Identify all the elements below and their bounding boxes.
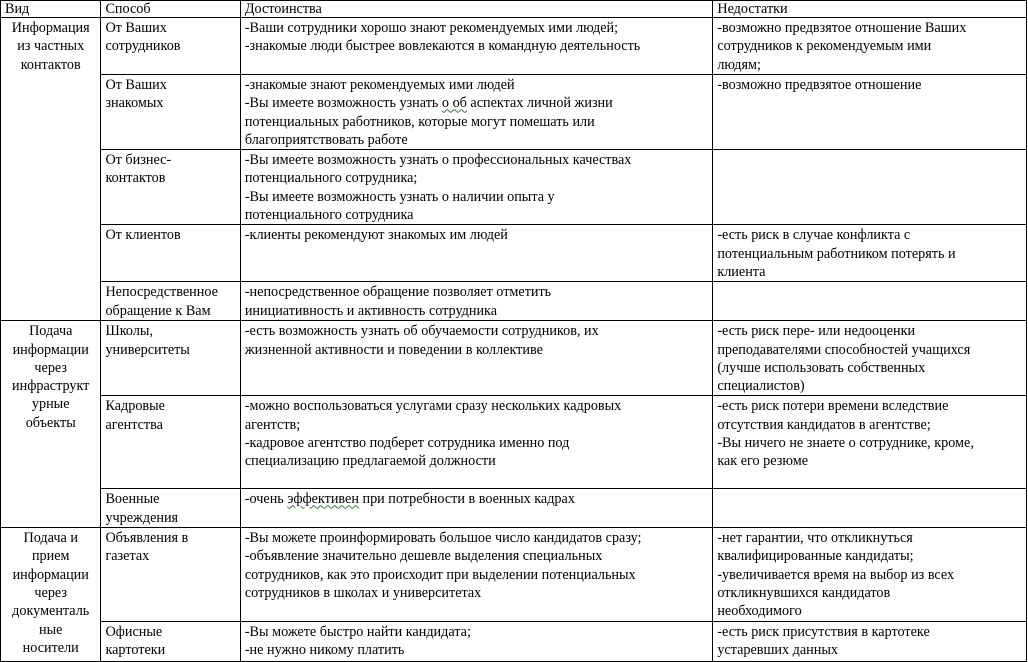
sposob-cell [101,18,240,75]
table-row [1,396,1027,489]
vid-line: через [34,584,68,601]
text-line: -есть риск присутствия в картотеке [717,623,930,640]
dostoinstva-cell [240,528,713,621]
header-sposob: Способ [101,1,240,18]
nedostatki-cell [713,621,1027,661]
nedostatki-cell [713,225,1027,282]
text-line: -Вы имеете возможность узнать о об аспектах личной жизни [244,95,613,112]
sposob-cell [101,396,240,489]
vid-line: Подача [29,323,73,340]
text-line: -увеличивается время на выбор из всех [717,566,955,583]
dostoinstva-cell [240,75,713,150]
nedostatki-cell [713,150,1027,225]
text-line: газетах [105,548,150,565]
text-line: От клиентов [105,227,181,244]
text-line: потенциального сотрудника; [244,170,418,187]
nedostatki-cell [713,489,1027,528]
header-vid: Вид [1,1,101,18]
text-line: -Ваши сотрудники хорошо знают рекомендуемых ими людей; [244,20,619,36]
text-line: специализацию предлагаемой должности [244,453,496,470]
vid-line: Информация [11,20,90,36]
text-line: контактов [105,170,166,187]
text-line: -есть риск пере- или недооценки [717,323,916,340]
text-line: -не нужно никому платить [244,641,405,658]
text-line: -есть возможность узнать об обучаемости сотрудников, их [244,323,599,340]
text-line: -возможно предвзятое отношение [717,77,922,93]
text-line: учреждения [105,509,179,526]
text-line: университеты [105,341,190,358]
vid-line: документаль [12,603,90,620]
text-line: потенциального сотрудника [244,207,414,224]
text-line: -знакомые знают рекомендуемых ими людей [244,77,515,93]
text-line: обращение к Вам [105,302,211,319]
nedostatki-cell [713,75,1027,150]
sposob-cell [101,528,240,621]
text-line: знакомых [105,95,164,112]
text-line: жизненной активности и поведении в коллективе [244,341,543,358]
text-line: агентств; [244,416,301,433]
table-row [1,150,1027,225]
dostoinstva-cell [240,321,713,396]
sposob-cell [101,282,240,321]
text-line: сотрудников [105,38,181,55]
text-line: как его резюме [717,453,809,470]
text-line: От Ваших [105,20,167,36]
text-line: откликнувшихся кандидатов [717,584,891,601]
text-line: сотрудников, как это происходит при выделении потенциальных [244,566,636,583]
text-line: -есть риск потери времени вследствие [717,398,949,415]
table-row [1,225,1027,282]
text-line: устаревших данных [717,641,838,658]
text-line: Кадровые [105,398,165,415]
text-line: сотрудников к рекомендуемым ими [717,38,932,55]
table-row [1,528,1027,621]
vid-line: Подача и [23,530,78,547]
dostoinstva-cell [240,150,713,225]
dostoinstva-cell [240,621,713,661]
table-row [1,621,1027,661]
sposob-cell [101,225,240,282]
text-line: отсутствия кандидатов в агентстве; [717,416,931,433]
sposob-cell [101,150,240,225]
text-line: -очень эффективен при потребности в военных кадрах [244,491,575,508]
spelling-mark: о об [441,95,467,112]
text-line: специалистов) [717,378,805,395]
text-line: сотрудников в школах и университетах [244,584,482,601]
nedostatki-cell [713,282,1027,321]
text-line: -нет гарантии, что откликнуться [717,530,913,547]
sposob-cell [101,75,240,150]
text-line: От Ваших [105,77,167,93]
text-line: Непосредственное [105,284,218,301]
text-line: клиента [717,263,766,280]
text-line: квалифицированные кандидаты; [717,548,914,565]
header-row [1,1,1027,18]
vid-line: объекты [25,414,76,431]
text-line: Военные [105,491,160,508]
text-line: -непосредственное обращение позволяет отметить [244,284,552,301]
text-line: -можно воспользоваться услугами сразу нескольких кадровых [244,398,622,415]
sposob-cell [101,321,240,396]
vid-line: через [34,359,68,376]
vid-line: из частных [17,38,85,55]
text-line: От бизнес- [105,152,172,169]
table-row [1,321,1027,396]
text-line: (лучше использовать собственных [717,359,926,376]
vid-cell-document-media [1,528,101,661]
text-line: благоприятствовать работе [244,131,408,148]
vid-line: информации [12,566,89,583]
text-line: необходимого [717,603,802,620]
text-line: Офисные [105,623,163,640]
nedostatki-cell [713,18,1027,75]
vid-line: инфраструкт [12,378,90,395]
vid-line: прием [31,548,70,565]
vid-line: урные [31,396,70,413]
sposob-cell [101,621,240,661]
dostoinstva-cell [240,225,713,282]
text-line: Школы, [105,323,153,340]
text-line: потенциальных работников, которые могут помешать или [244,113,595,130]
text-line: -кадровое агентство подберет сотрудника именно под [244,435,570,452]
dostoinstva-cell [240,282,713,321]
nedostatki-cell [713,528,1027,621]
text-line: -Вы можете проинформировать большое число кандидатов сразу; [244,530,642,547]
text-line: -клиенты рекомендуют знакомых им людей [244,227,508,244]
text-line: людям; [717,56,761,73]
vid-line: ные [39,621,63,638]
table-row [1,282,1027,321]
vid-cell-private-contacts [1,18,101,321]
dostoinstva-cell [240,489,713,528]
text-line: -Вы можете быстро найти кандидата; [244,623,471,640]
text-line: -Вы имеете возможность узнать о наличии опыта у [244,188,555,205]
dostoinstva-cell [240,396,713,489]
dostoinstva-cell [240,18,713,75]
vid-line: контактов [20,56,81,73]
text-line: агентства [105,416,163,433]
text-line: -есть риск в случае конфликта с [717,227,911,244]
text-line: -объявление значительно дешевле выделения специальных [244,548,603,565]
sposob-cell [101,489,240,528]
nedostatki-cell [713,396,1027,489]
table-row [1,18,1027,75]
vid-cell-infrastructure [1,321,101,528]
text-line: инициативность и активность сотрудника [244,302,498,319]
text-line: -Вы имеете возможность узнать о профессиональных качествах [244,152,632,169]
text-line: -возможно предвзятое отношение Ваших [717,20,967,36]
text-line: преподавателями способностей учащихся [717,341,971,358]
header-nedostatki: Недостатки [713,1,1027,18]
table-row [1,75,1027,150]
table-row [1,489,1027,528]
header-dostoinstva: Достоинства [240,1,713,18]
text-line: картотеки [105,641,166,658]
vid-line: информации [12,341,89,358]
text-line: Объявления в [105,530,189,547]
text-line: -знакомые люди быстрее вовлекаются в командную деятельность [244,38,641,55]
text-line: -Вы ничего не знаете о сотруднике, кроме, [717,435,974,452]
spelling-mark: эффективен [287,491,359,508]
vid-line: носители [22,639,79,656]
nedostatki-cell [713,321,1027,396]
text-line: потенциальным работником потерять и [717,245,956,262]
